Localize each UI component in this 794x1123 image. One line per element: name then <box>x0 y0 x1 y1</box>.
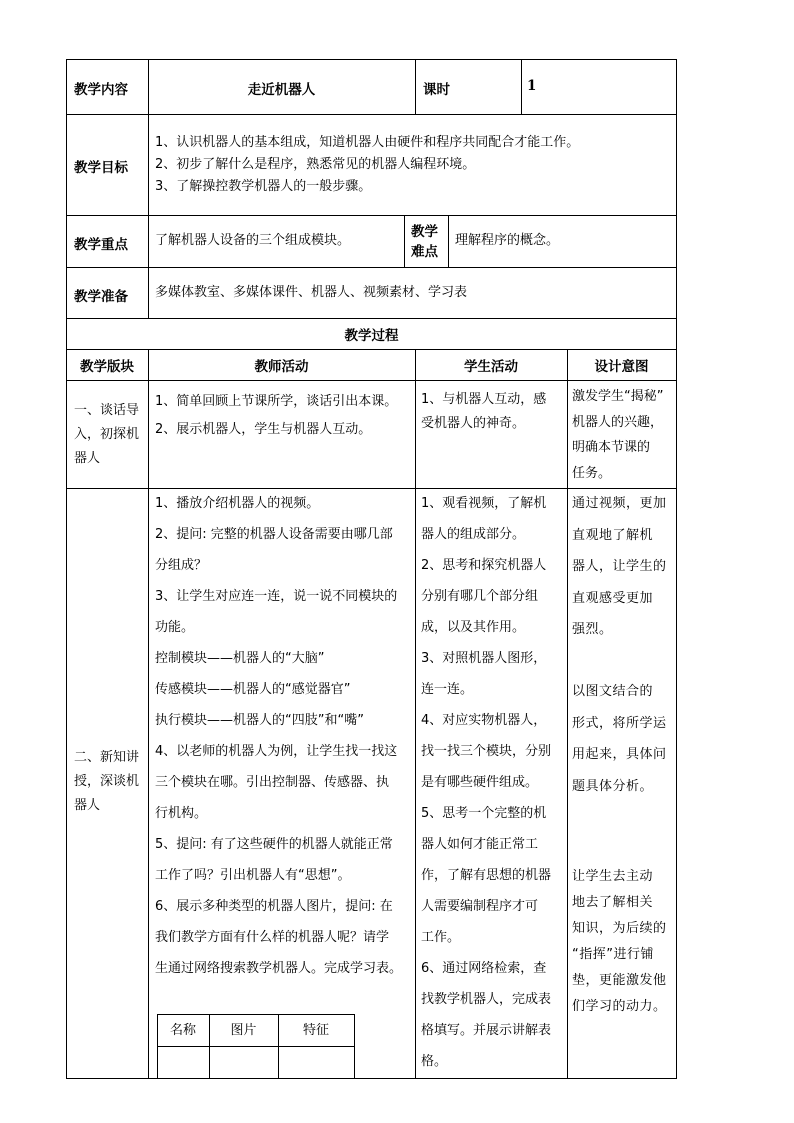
section1-name: 一、谈话导 入，初探机 器人 <box>74 403 140 466</box>
objective-item: 1、认识机器人的基本组成，知道机器人由硬件和程序共同配合才能工作。 <box>155 135 580 150</box>
key-points-label: 教学重点 <box>74 237 128 253</box>
objective-item: 3、了解操控教学机器人的一般步骤。 <box>155 179 372 194</box>
lesson-title: 走近机器人 <box>247 82 316 98</box>
col-header-section: 教学版块 <box>80 359 134 375</box>
section2-name: 二、新知讲 授，深谈机 器人 <box>74 750 140 813</box>
section1-student: 1、与机器人互动，感 受机器人的神奇。 <box>421 392 547 431</box>
difficulty-label: 教学 难点 <box>411 224 438 260</box>
worksheet-col-name: 名称 <box>169 1023 196 1038</box>
section2-design-2: 以图文结合的 形式，将所学运 用起来，具体问 题具体分析。 <box>572 684 667 794</box>
preparation-value: 多媒体教室、多媒体课件、机器人、视频素材、学习表 <box>155 285 468 300</box>
section2-design-1: 通过视频，更加 直观地了解机 器人，让学生的 直观感受更加 强烈。 <box>572 496 667 637</box>
process-title: 教学过程 <box>344 328 399 344</box>
worksheet-col-image: 图片 <box>230 1023 257 1038</box>
section1-teacher <box>155 388 397 444</box>
col-header-design: 设计意图 <box>594 359 649 375</box>
period-label: 课时 <box>423 82 450 98</box>
objectives-list <box>155 132 579 198</box>
objectives-label: 教学目标 <box>74 160 128 176</box>
worksheet-col-feature: 特征 <box>302 1023 329 1038</box>
objective-item: 2、初步了解什么是程序，熟悉常见的机器人编程环境。 <box>155 157 476 172</box>
col-header-teacher: 教师活动 <box>254 359 309 375</box>
teacher-step: 2、展示机器人，学生与机器人互动。 <box>155 422 372 437</box>
section2-design-3: 让学生去主动 地去了解相关 知识，为后续的 “指挥”进行铺 垫，更能激发他 们学习的动力。 <box>572 869 667 1014</box>
key-points-value: 了解机器人设备的三个组成模块。 <box>155 233 351 248</box>
content-label: 教学内容 <box>74 82 128 98</box>
difficulty-value: 理解程序的概念。 <box>455 233 560 248</box>
section2-student: 1、观看视频，了解机 器人的组成部分。 2、思考和探究机器人 分别有哪几个部分组 成，以及其作用。 3、对照机器人图形， 连一连。 4、对应实物机器人， 找一找三个模块，分别 是有哪些硬件组成。 5、思考一个完整的机 器人如何才能正常工 作，了解有思想的机器 人需要编制程序才可 工作。 6、通过网络检索，查 找教学机器人，完成表 格填写。并展示讲解表 格。 <box>421 496 552 1069</box>
section2-teacher: 1、播放介绍机器人的视频。 2、提问: 完整的机器人设备需要由哪几部 分组成？ 3、让学生对应连一连，说一说不同模块的 功能。 控制模块——机器人的“大脑” 传感模块——机器人的“感觉器官” 执行模块——机器人的“四肢”和“嘴” 4、以老师的机器人为例，让学生找一找这 三个模块在哪。引出控制器、传感器、执 行机构。 5、提问: 有了这些硬件的机器人就能正常 工作了吗？引出机器人有“思想”。 6、展示多种类型的机器人图片，提问: 在 我们教学方面有什么样的机器人呢？请学 生通过网络搜索教学机器人。完成学习表。 <box>155 496 403 976</box>
col-header-student: 学生活动 <box>464 359 518 375</box>
preparation-label: 教学准备 <box>74 289 128 305</box>
period-value: 1 <box>527 78 537 94</box>
teacher-step: 1、简单回顾上节课所学，谈话引出本课。 <box>155 394 398 409</box>
section1-design: 激发学生“揭秘” 机器人的兴趣， 明确本节课的 任务。 <box>572 389 664 481</box>
